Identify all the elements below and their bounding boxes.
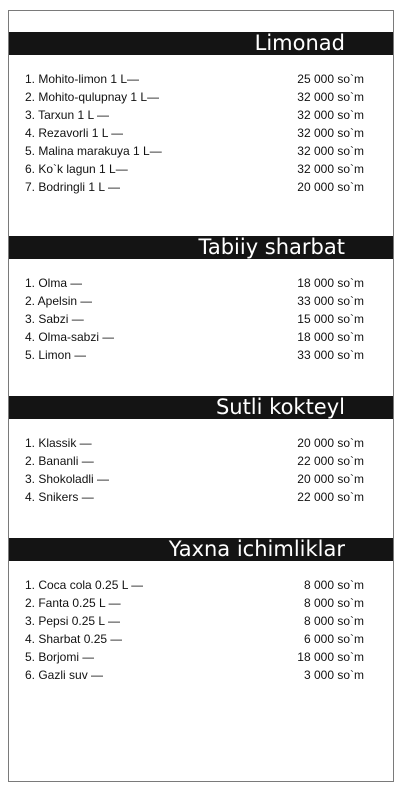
menu-item [9,488,393,506]
item-name: 1. Coca cola 0.25 L — [25,578,144,592]
item-name: 3. Pepsi 0.25 L — [25,614,120,628]
item-list [9,274,393,364]
item-name: 5. Limon — [25,348,87,362]
item-price: 33 000 so`m [297,294,364,308]
menu-item [9,612,393,630]
menu-item [9,160,393,178]
section-title: Sutli kokteyl [9,396,393,419]
menu-item [9,470,393,488]
item-price: 22 000 so`m [297,454,364,468]
drinks-menu [8,10,394,782]
item-name: 2. Mohito-qulupnay 1 L— [25,90,160,104]
item-price: 18 000 so`m [297,330,364,344]
item-price: 32 000 so`m [297,90,364,104]
item-price: 25 000 so`m [297,72,364,86]
item-name: 2. Bananli — [25,454,94,468]
menu-item [9,328,393,346]
section-title: Limonad [9,32,393,55]
section-tabiiy-sharbat [9,236,393,362]
item-list [9,70,393,196]
section-title: Tabiiy sharbat [9,236,393,259]
item-price: 32 000 so`m [297,144,364,158]
menu-item [9,666,393,684]
item-name: 3. Shokoladli — [25,472,110,486]
item-name: 4. Olma-sabzi — [25,330,115,344]
menu-item [9,346,393,364]
item-name: 1. Klassik — [25,436,92,450]
menu-item [9,576,393,594]
item-name: 4. Sharbat 0.25 — [25,632,123,646]
item-list [9,576,393,684]
item-price: 20 000 so`m [297,472,364,486]
item-price: 18 000 so`m [297,276,364,290]
menu-item [9,88,393,106]
item-name: 6. Gazli suv — [25,668,104,682]
section-yaxna-ichimliklar [9,538,393,682]
item-price: 33 000 so`m [297,348,364,362]
item-name: 6. Ko`k lagun 1 L— [25,162,128,176]
item-name: 2. Apelsin — [25,294,93,308]
menu-item [9,594,393,612]
menu-item [9,106,393,124]
item-name: 5. Borjomi — [25,650,95,664]
menu-item [9,434,393,452]
menu-item [9,648,393,666]
item-list [9,434,393,506]
menu-item [9,292,393,310]
item-name: 7. Bodringli 1 L — [25,180,120,194]
item-price: 18 000 so`m [297,650,364,664]
item-price: 32 000 so`m [297,108,364,122]
menu-item [9,274,393,292]
item-price: 6 000 so`m [303,632,364,646]
item-price: 22 000 so`m [297,490,364,504]
menu-item [9,452,393,470]
menu-item [9,178,393,196]
item-name: 4. Rezavorli 1 L — [25,126,124,140]
section-limonad [9,32,393,194]
menu-item [9,124,393,142]
menu-item [9,310,393,328]
item-price: 20 000 so`m [297,436,364,450]
section-title: Yaxna ichimliklar [9,538,393,561]
menu-item [9,630,393,648]
item-name: 5. Malina marakuya 1 L— [25,144,162,158]
item-name: 1. Olma — [25,276,83,290]
item-price: 8 000 so`m [303,596,364,610]
item-name: 4. Snikers — [25,490,94,504]
item-price: 32 000 so`m [297,126,364,140]
item-name: 2. Fanta 0.25 L — [25,596,121,610]
item-price: 32 000 so`m [297,162,364,176]
menu-item [9,142,393,160]
section-sutli-kokteyl [9,396,393,504]
item-name: 1. Mohito-limon 1 L— [25,72,140,86]
item-price: 8 000 so`m [303,614,364,628]
item-price: 3 000 so`m [303,668,364,682]
item-price: 8 000 so`m [303,578,364,592]
item-name: 3. Sabzi — [25,312,84,326]
menu-item [9,70,393,88]
item-name: 3. Tarxun 1 L — [25,108,110,122]
item-price: 20 000 so`m [297,180,364,194]
item-price: 15 000 so`m [297,312,364,326]
